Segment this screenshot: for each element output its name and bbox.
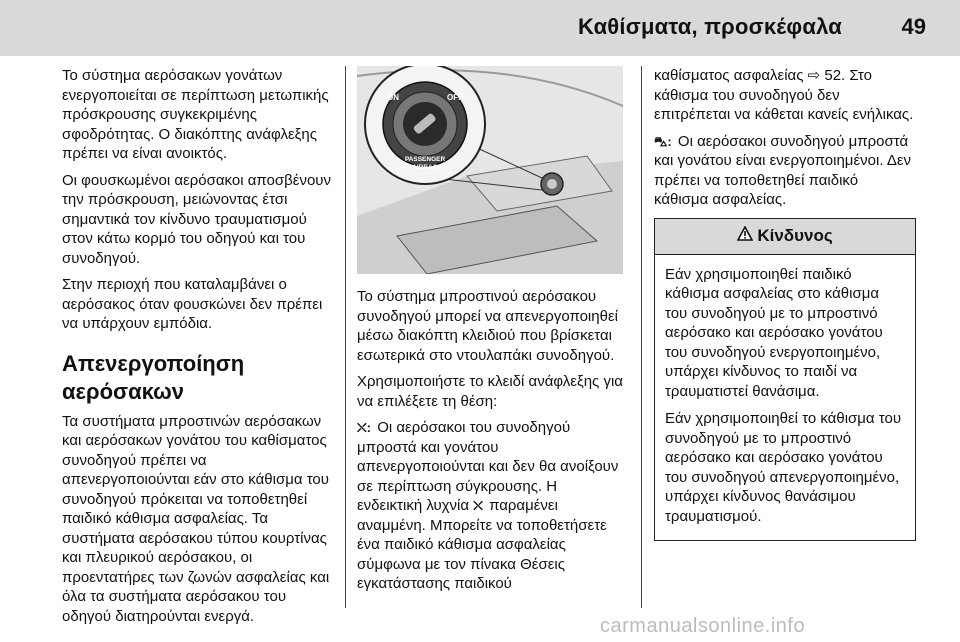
switch-off-label: OFF [447, 93, 463, 102]
paragraph: Το σύστημα αερόσακων γονάτων ενεργοποιείται σε περίπτωση μετωπικής πρόσκρουσης συγκεκριμένης σφοδρότητας. Ο διακόπτης ανάφλεξης πρέπει να είναι ανοικτός. [62, 67, 329, 162]
column-left [62, 66, 338, 633]
paragraph: ⛌: Οι αερόσακοι του συνοδηγού μπροστά και γονάτου απενεργοποιούνται και δεν θα ανοίξουν σε περίπτωση σύγκρουσης. Η ενδεικτική λυχνία ⛌ παραμένει αναμμένη. Μπορείτε να τοποθετήσετε ένα παιδικό κάθισμα ασφαλείας σύμφωνα με τον πίνακα Θέσεις εγκατάστασης παιδικού [357, 419, 619, 592]
page-title: Καθίσματα, προσκέφαλα [578, 14, 842, 39]
warning-header [655, 219, 915, 255]
section-heading: Απενεργοποίηση αερόσακων [62, 350, 245, 404]
page-reference-arrow-icon: ⇨ [807, 67, 821, 84]
column-divider [641, 66, 642, 608]
warning-title: Κίνδυνος [757, 226, 833, 245]
column-divider [345, 66, 346, 608]
airbag-off-icon: ⛌ [473, 498, 483, 513]
paragraph: ⛍: Οι αερόσακοι συνοδηγού μπροστά και γονάτου είναι ενεργοποιημένοι. Δεν πρέπει να τοποθετηθεί παιδικό κάθισμα ασφαλείας. [654, 132, 912, 208]
paragraph: καθίσματος ασφαλείας ⇨ 52. Στο κάθισμα του συνοδηγού δεν επιτρέπεται να κάθεται κανείς ενήλικας. [654, 67, 914, 123]
paragraph: Στην περιοχή που καταλαμβάνει ο αερόσακος όταν φουσκώνει δεν πρέπει να υπάρχουν εμπόδια. [62, 276, 323, 332]
paragraph: Το σύστημα μπροστινού αερόσακου συνοδηγού μπορεί να απενεργοποιηθεί μέσω διακόπτη κλειδιού που βρίσκεται εσωτερικά στο ντουλαπάκι συνοδηγού. [357, 288, 618, 364]
column-right [654, 66, 916, 541]
page-header [0, 0, 960, 56]
airbag-off-icon: ⛌: [357, 420, 372, 435]
airbag-switch-illustration [357, 66, 623, 274]
paragraph: Εάν χρησιμοποιηθεί το κάθισμα του συνοδηγού με το μπροστινό αερόσακο και αερόσακο γονάτου του συνοδηγού απενεργοποιημένο, υπάρχει κίνδυνος θανάσιμου τραυματισμού. [665, 410, 902, 525]
paragraph: Χρησιμοποιήστε το κλειδί ανάφλεξης για να επιλέξετε τη θέση: [357, 373, 623, 410]
switch-caption-1: PASSENGER [404, 156, 446, 163]
airbag-on-icon: ⛍: [654, 133, 672, 149]
paragraph: Εάν χρησιμοποιηθεί παιδικό κάθισμα ασφαλείας στο κάθισμα του συνοδηγού με το μπροστινό αερόσακο και αερόσακο γονάτου του συνοδηγού ενεργοποιημένο, υπάρχει κίνδυνος το παιδί να τραυματιστεί θανάσιμα. [665, 265, 883, 400]
watermark: carmanualsonline.info [600, 615, 806, 637]
warning-box [654, 218, 916, 542]
paragraph: Οι φουσκωμένοι αερόσακοι αποσβένουν την πρόσκρουση, μειώνοντας έτσι σημαντικά τον κίνδυνο τραυματισμού στον κάτω κορμό του οδηγού και του συνοδηγού. [62, 171, 331, 267]
paragraph: Τα συστήματα μπροστινών αερόσακων και αερόσακων γονάτου του καθίσματος συνοδηγού πρέπει να απενεργοποιούνται εάν στο κάθισμα του συνοδηγού πρόκειται να τοποθετηθεί παιδικό κάθισμα ασφαλείας. Τα συστήματα αερόσακου τύπου κουρτίνας και πλευρικού αερόσακου, οι προεντατήρες των ζωνών ασφαλείας και όλα τα συστήματα αερόσακου του οδηγού διατηρούνται ενεργά. [62, 412, 330, 625]
page-number: 49 [901, 14, 926, 39]
warning-body [655, 255, 915, 541]
switch-on-label: ON [387, 93, 399, 102]
column-middle [357, 66, 623, 601]
switch-caption-2: AIRBAG [412, 164, 438, 171]
warning-triangle-icon [737, 226, 753, 246]
